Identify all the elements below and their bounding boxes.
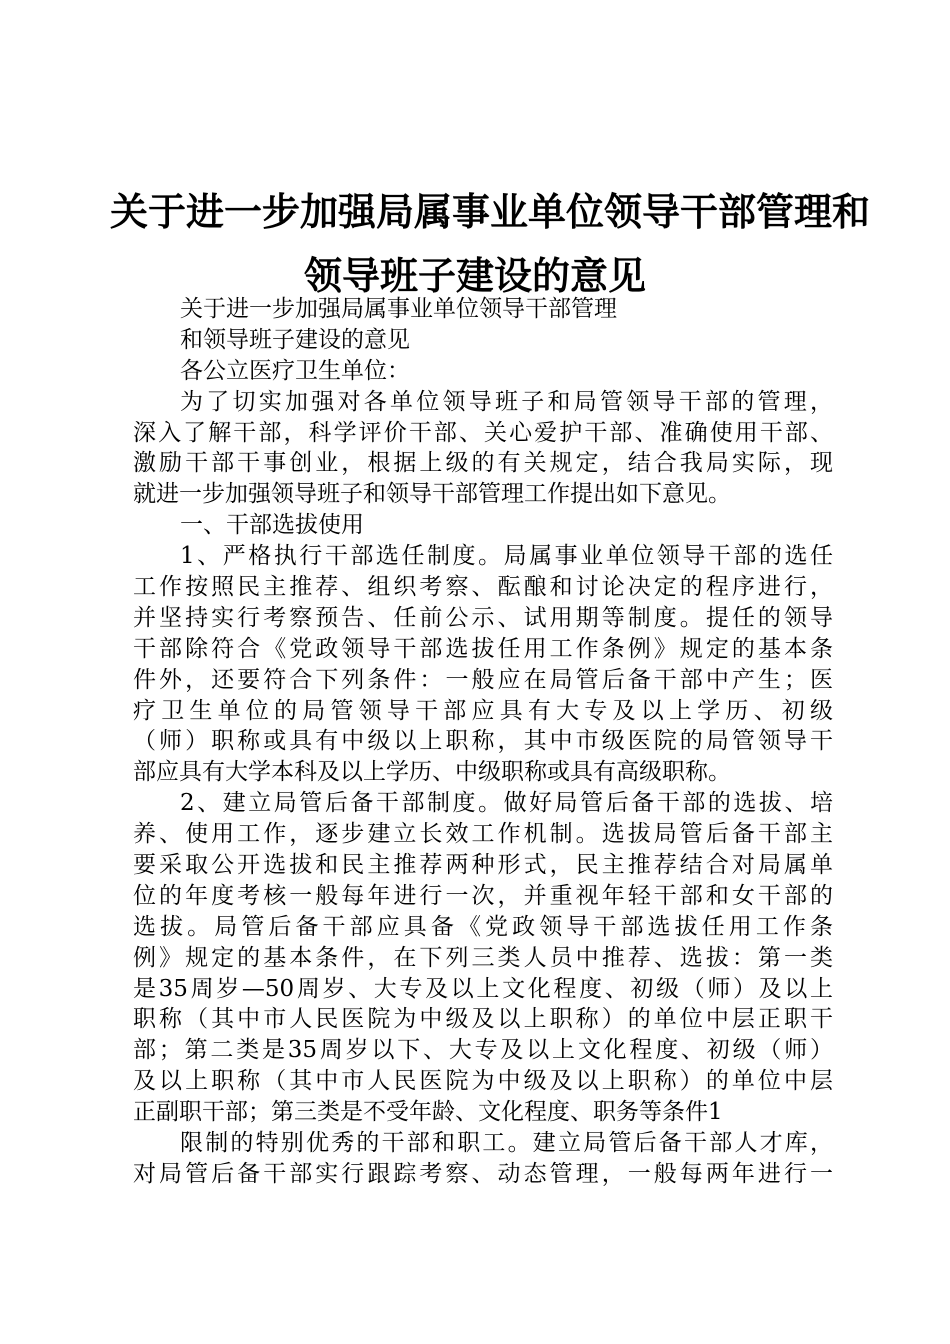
- body-line: 职称（其中市人民医院为中级及以上职称）的单位中层正职干: [133, 1006, 833, 1033]
- document-title: [110, 180, 871, 308]
- body-line: 选拔。局管后备干部应具备《党政领导干部选拔任用工作条: [133, 913, 833, 940]
- body-line: 1、严格执行干部选任制度。局属事业单位领导干部的选任: [180, 543, 833, 570]
- body-line: 干部除符合《党政领导干部选拔任用工作条例》规定的基本条: [133, 635, 833, 662]
- document-body: [133, 294, 833, 1190]
- body-line: 件外，还要符合下列条件：一般应在局管后备干部中产生；医: [133, 666, 833, 693]
- body-line: 及以上职称（其中市人民医院为中级及以上职称）的单位中层: [133, 1068, 833, 1095]
- body-line: 疗卫生单位的局管领导干部应具有大专及以上学历、初级: [133, 697, 833, 724]
- body-line: 深入了解干部，科学评价干部、关心爱护干部、准确使用干部、: [133, 419, 833, 446]
- body-line: 一、干部选拔使用: [180, 512, 364, 539]
- body-line: 2、建立局管后备干部制度。做好局管后备干部的选拔、培: [180, 790, 833, 817]
- title-line-1: 关于进一步加强局属事业单位领导干部管理和: [110, 190, 871, 234]
- body-line: 为了切实加强对各单位领导班子和局管领导干部的管理，: [180, 388, 833, 415]
- body-line: 是35周岁—50周岁、大专及以上文化程度、初级（师）及以上: [133, 975, 833, 1002]
- body-line: 正副职干部；第三类是不受年龄、文化程度、职务等条件1: [133, 1099, 723, 1126]
- body-line: 部应具有大学本科及以上学历、中级职称或具有高级职称。: [133, 759, 731, 786]
- body-line: 各公立医疗卫生单位：: [180, 357, 410, 384]
- body-line: 位的年度考核一般每年进行一次，并重视年轻干部和女干部的: [133, 882, 833, 909]
- body-line: （师）职称或具有中级以上职称，其中市级医院的局管领导干: [133, 728, 833, 755]
- body-line: 养、使用工作，逐步建立长效工作机制。选拔局管后备干部主: [133, 821, 833, 848]
- body-line: 就进一步加强领导班子和领导干部管理工作提出如下意见。: [133, 481, 731, 508]
- body-line: 关于进一步加强局属事业单位领导干部管理: [180, 296, 617, 322]
- body-line: 要采取公开选拔和民主推荐两种形式，民主推荐结合对局属单: [133, 852, 833, 879]
- body-line: 部；第二类是35周岁以下、大专及以上文化程度、初级（师）: [133, 1037, 833, 1064]
- body-line: 和领导班子建设的意见: [180, 326, 410, 353]
- body-line: 工作按照民主推荐、组织考察、酝酿和讨论决定的程序进行，: [133, 574, 833, 601]
- body-line: 例》规定的基本条件，在下列三类人员中推荐、选拔：第一类: [133, 944, 833, 971]
- body-line: 激励干部干事创业，根据上级的有关规定，结合我局实际，现: [133, 450, 833, 477]
- body-line: 并坚持实行考察预告、任前公示、试用期等制度。提任的领导: [133, 604, 833, 631]
- body-line: 限制的特别优秀的干部和职工。建立局管后备干部人才库，: [180, 1130, 833, 1157]
- title-line-2: 领导班子建设的意见: [303, 254, 646, 298]
- body-line: 对局管后备干部实行跟踪考察、动态管理，一般每两年进行一: [133, 1160, 833, 1187]
